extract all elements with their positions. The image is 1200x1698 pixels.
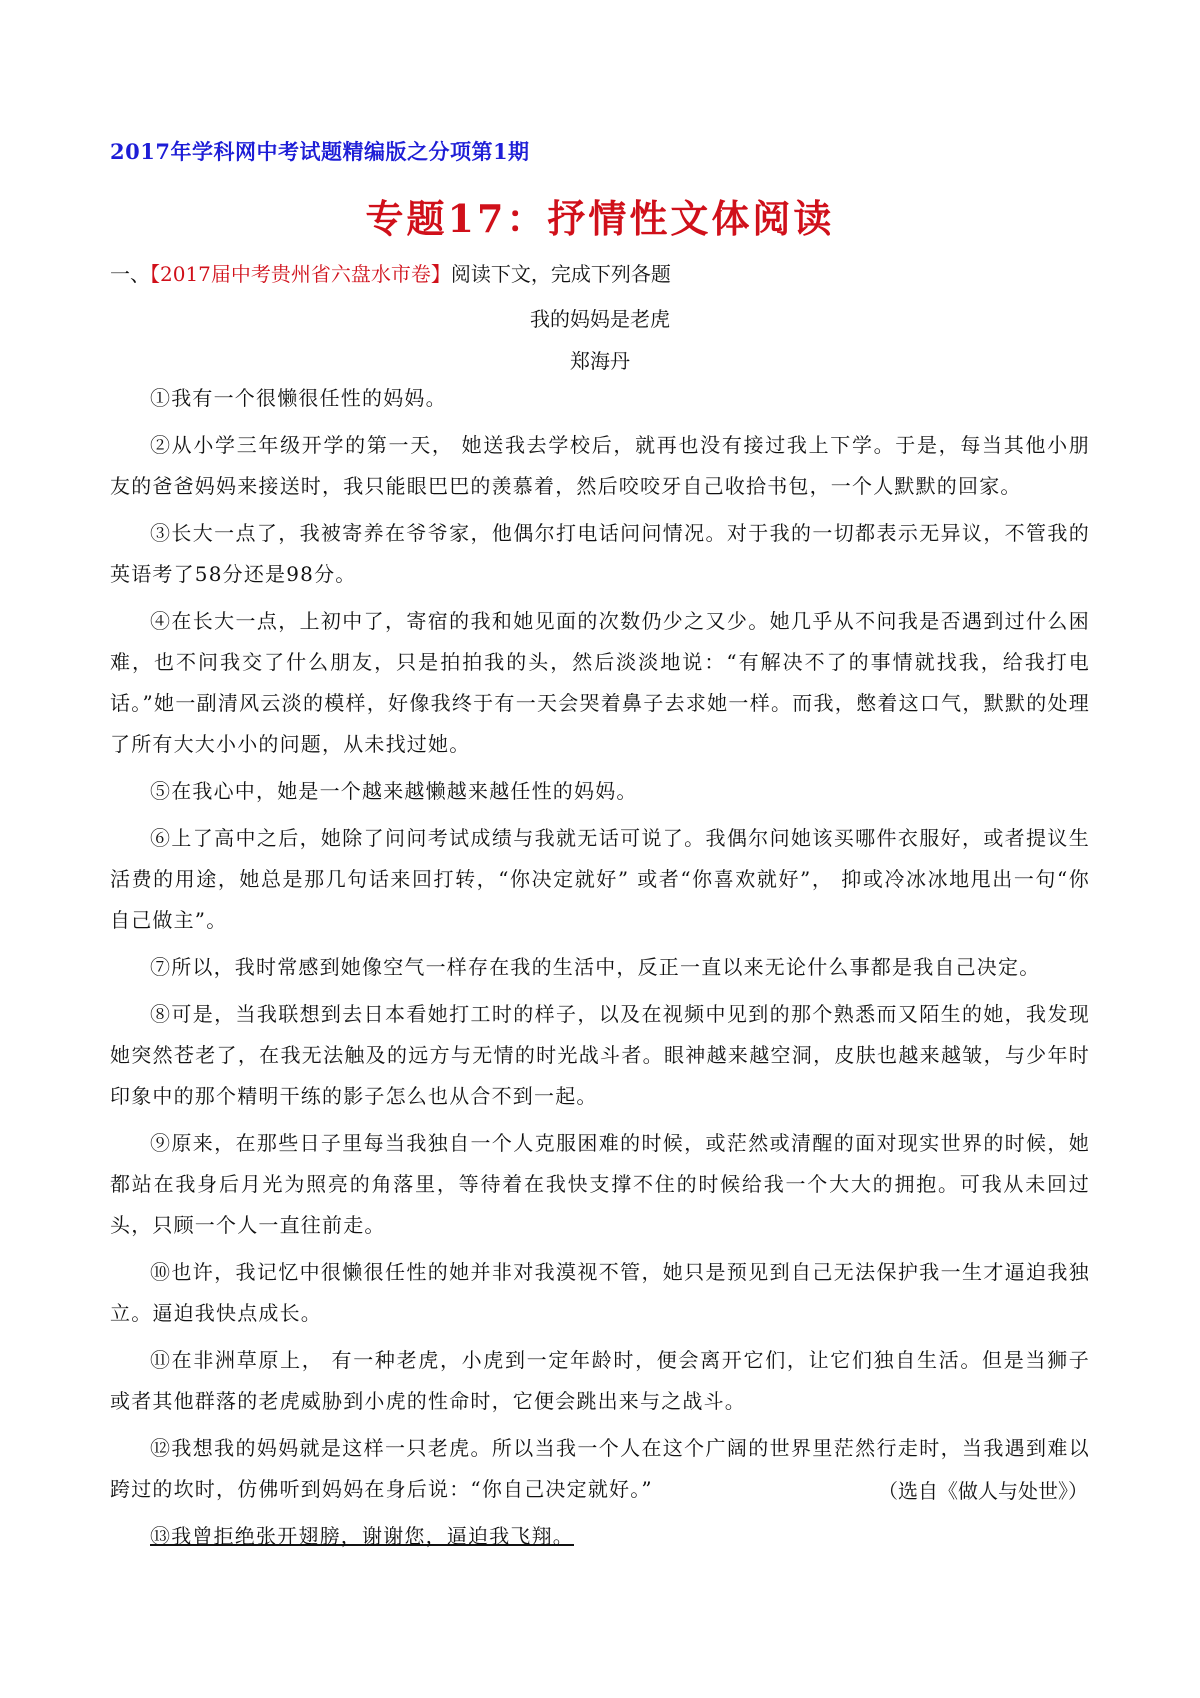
underlined-paragraph [110,1516,1090,1557]
paragraph: ⑪在非洲草原上， 有一种老虎，小虎到一定年龄时，便会离开它们，让它们独自生活。但是当狮子或者其他群落的老虎威胁到小虎的性命时，它便会跳出来与之战斗。 [110,1348,1090,1413]
paragraph: ⑧可是，当我联想到去日本看她打工时的样子，以及在视频中见到的那个熟悉而又陌生的她，我发现她突然苍老了，在我无法触及的远方与无情的时光战斗者。眼神越来越空洞，皮肤也越来越皱，与少年时印象中的那个精明干练的影子怎么也从合不到一起。 [110,1002,1090,1108]
paragraph: ⑦所以，我时常感到她像空气一样存在我的生活中，反正一直以来无论什么事都是我自己决定。 [150,955,1041,979]
underlined-sentence: ⑬我曾拒绝张开翅膀，谢谢您，逼迫我飞翔。 [150,1524,574,1548]
paragraph: ⑤在我心中，她是一个越来越懒越来越任性的妈妈。 [150,779,638,803]
paragraph: ②从小学三年级开学的第一天， 她送我去学校后，就再也没有接过我上下学。于是，每当其他小朋友的爸爸妈妈来接送时，我只能眼巴巴的羡慕着，然后咬咬牙自己收拾书包，一个人默默的回家。 [110,433,1090,498]
source-note: （选自《做人与处世》） [878,1479,1088,1503]
paragraph: ⑥上了高中之后，她除了问问考试成绩与我就无话可说了。我偶尔问她该买哪件衣服好，或者提议生活费的用途，她总是那几句话来回打转，“你决定就好” 或者“你喜欢就好”， 抑或冷冰冰地甩出一句“你自己做主”。 [110,826,1090,932]
question-instruction: 阅读下文，完成下列各题 [450,262,671,286]
paragraph: ①我有一个很懒很任性的妈妈。 [150,386,447,410]
article-title: 我的妈妈是老虎 [530,307,670,331]
paragraph: ⑫我想我的妈妈就是这样一只老虎。所以当我一个人在这个广阔的世界里茫然行走时，当我遇到难以跨过的坎时，仿佛听到妈妈在身后说：“你自己决定就好。” [110,1436,1090,1501]
article-author: 郑海丹 [570,349,630,373]
question-source: 【2017届中考贵州省六盘水市卷】 [150,262,451,286]
question-prefix: 一、 [110,262,150,286]
series-title: 2017年学科网中考试题精编版之分项第1期 [110,139,530,164]
question-line [110,258,671,287]
paragraph: ⑨原来，在那些日子里每当我独自一个人克服困难的时候，或茫然或清醒的面对现实世界的时候，她都站在我身后月光为照亮的角落里，等待着在我快支撑不住的时候给我一个大大的拥抱。可我从未回过头，只顾一个人一直往前走。 [110,1131,1090,1237]
paragraph: ④在长大一点，上初中了，寄宿的我和她见面的次数仍少之又少。她几乎从不问我是否遇到过什么困难，也不问我交了什么朋友，只是拍拍我的头，然后淡淡地说：“有解决不了的事情就找我，给我打电话。”她一副清风云淡的模样，好像我终于有一天会哭着鼻子去求她一样。而我，憋着这口气，默默的处理了所有大大小小的问题，从未找过她。 [110,609,1090,756]
topic-title: 专题17：抒情性文体阅读 [365,196,835,241]
paragraph: ③长大一点了，我被寄养在爷爷家，他偶尔打电话问问情况。对于我的一切都表示无异议，不管我的英语考了58分还是98分。 [110,521,1090,586]
paragraph: ⑩也许，我记忆中很懒很任性的她并非对我漠视不管，她只是预见到自己无法保护我一生才逼迫我独立。逼迫我快点成长。 [110,1260,1090,1325]
article-body [110,378,1090,1563]
